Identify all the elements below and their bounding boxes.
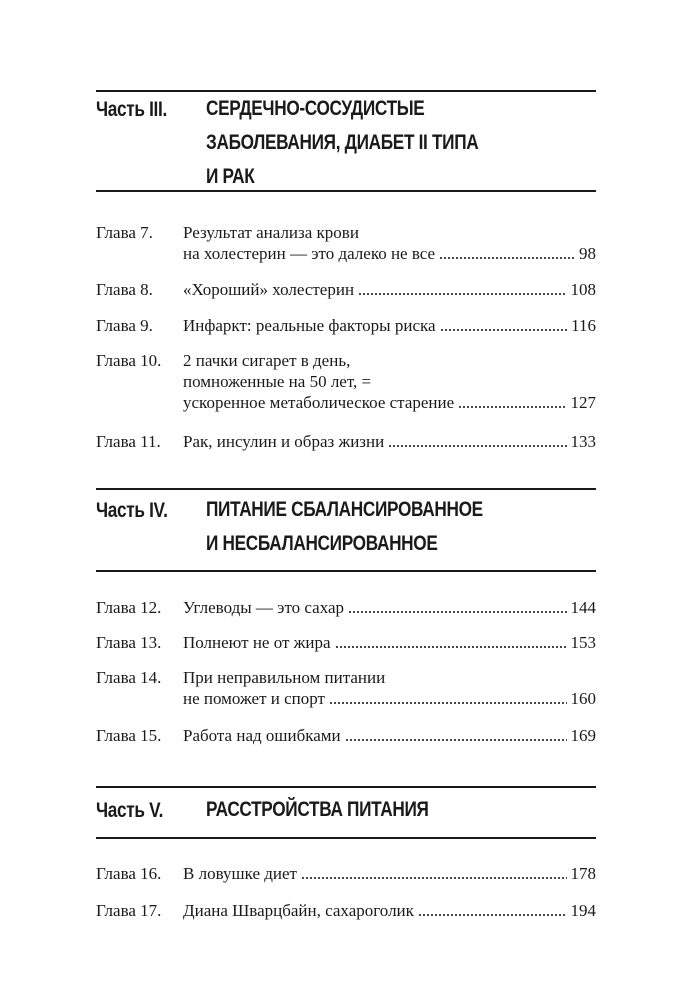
divider xyxy=(96,786,596,788)
part-title-line: И РАК xyxy=(206,165,255,188)
part-label: Часть III. xyxy=(96,98,167,121)
chapter-title-line: ускоренное метаболическое старение xyxy=(183,393,455,412)
page-number: 108 xyxy=(570,280,596,299)
chapter-entry[interactable] xyxy=(96,667,596,709)
chapter-entry[interactable] xyxy=(96,315,596,336)
chapter-label: Глава 10. xyxy=(96,351,162,370)
dot-leader xyxy=(439,257,575,259)
chapter-label: Глава 14. xyxy=(96,668,162,687)
chapter-label: Глава 9. xyxy=(96,316,153,335)
page-number: 194 xyxy=(570,901,596,920)
part-title xyxy=(206,493,483,561)
chapter-title-line: Инфаркт: реальные факторы риска xyxy=(183,316,436,335)
part-section xyxy=(96,488,596,570)
page-number: 144 xyxy=(570,598,596,617)
chapter-title-line: помноженные на 50 лет, = xyxy=(183,372,372,391)
page-number: 153 xyxy=(570,633,596,652)
part-section xyxy=(96,90,596,190)
chapter-entry[interactable] xyxy=(96,900,596,921)
chapter-title-line: Диана Шварцбайн, сахароголик xyxy=(183,901,414,920)
dot-leader xyxy=(345,739,567,741)
part-title-line: И НЕСБАЛАНСИРОВАННОЕ xyxy=(206,532,438,555)
part-title xyxy=(206,793,429,827)
divider xyxy=(96,570,596,572)
page-number: 98 xyxy=(579,244,596,263)
page-number: 116 xyxy=(571,316,596,335)
part-title-line: СЕРДЕЧНО-СОСУДИСТЫЕ xyxy=(206,97,425,120)
page-number: 127 xyxy=(570,393,596,412)
chapter-title-line: Результат анализа крови xyxy=(183,223,359,242)
chapter-title-line: на холестерин — это далеко не все xyxy=(183,244,436,263)
dot-leader xyxy=(388,445,566,447)
page-number: 133 xyxy=(570,432,596,451)
divider xyxy=(96,488,596,490)
dot-leader xyxy=(440,329,568,331)
page-number: 178 xyxy=(570,864,596,883)
dot-leader xyxy=(418,914,567,916)
chapter-entry[interactable] xyxy=(96,350,596,413)
dot-leader xyxy=(301,877,567,879)
part-label: Часть IV. xyxy=(96,499,168,522)
chapter-title-line: Углеводы — это сахар xyxy=(183,598,345,617)
chapter-label: Глава 11. xyxy=(96,432,161,451)
chapter-title-line: При неправильном питании xyxy=(183,668,386,687)
part-label: Часть V. xyxy=(96,799,164,822)
chapter-entry[interactable] xyxy=(96,863,596,884)
toc-page xyxy=(96,0,596,1001)
chapter-label: Глава 13. xyxy=(96,633,162,652)
dot-leader xyxy=(458,406,566,408)
dot-leader xyxy=(358,293,566,295)
dot-leader xyxy=(329,702,567,704)
chapter-label: Глава 7. xyxy=(96,223,153,242)
page-number: 160 xyxy=(570,689,596,708)
divider xyxy=(96,190,596,192)
chapter-entry[interactable] xyxy=(96,597,596,618)
chapter-title-line: «Хороший» холестерин xyxy=(183,280,355,299)
chapter-title-line: В ловушке диет xyxy=(183,864,297,883)
chapter-entry[interactable] xyxy=(96,632,596,653)
page-number: 169 xyxy=(570,726,596,745)
chapter-title-line: Рак, инсулин и образ жизни xyxy=(183,432,385,451)
chapter-label: Глава 8. xyxy=(96,280,153,299)
chapter-label: Глава 16. xyxy=(96,864,162,883)
part-title-line: ПИТАНИЕ СБАЛАНСИРОВАННОЕ xyxy=(206,498,483,521)
chapter-entry[interactable] xyxy=(96,431,596,452)
part-section xyxy=(96,786,596,837)
chapter-title-line: Полнеют не от жира xyxy=(183,633,331,652)
chapter-title-line: 2 пачки сигарет в день, xyxy=(183,351,351,370)
chapter-title-line: не поможет и спорт xyxy=(183,689,325,708)
dot-leader xyxy=(335,646,567,648)
part-title-line: ЗАБОЛЕВАНИЯ, ДИАБЕТ II ТИПА xyxy=(206,131,479,154)
chapter-label: Глава 15. xyxy=(96,726,162,745)
part-title xyxy=(206,92,478,194)
divider xyxy=(96,837,596,839)
chapter-label: Глава 17. xyxy=(96,901,162,920)
chapter-entry[interactable] xyxy=(96,222,596,264)
chapter-entry[interactable] xyxy=(96,725,596,746)
chapter-label: Глава 12. xyxy=(96,598,162,617)
chapter-title-line: Работа над ошибками xyxy=(183,726,341,745)
dot-leader xyxy=(348,611,566,613)
chapter-entry[interactable] xyxy=(96,279,596,300)
part-title-line: РАССТРОЙСТВА ПИТАНИЯ xyxy=(206,798,429,821)
